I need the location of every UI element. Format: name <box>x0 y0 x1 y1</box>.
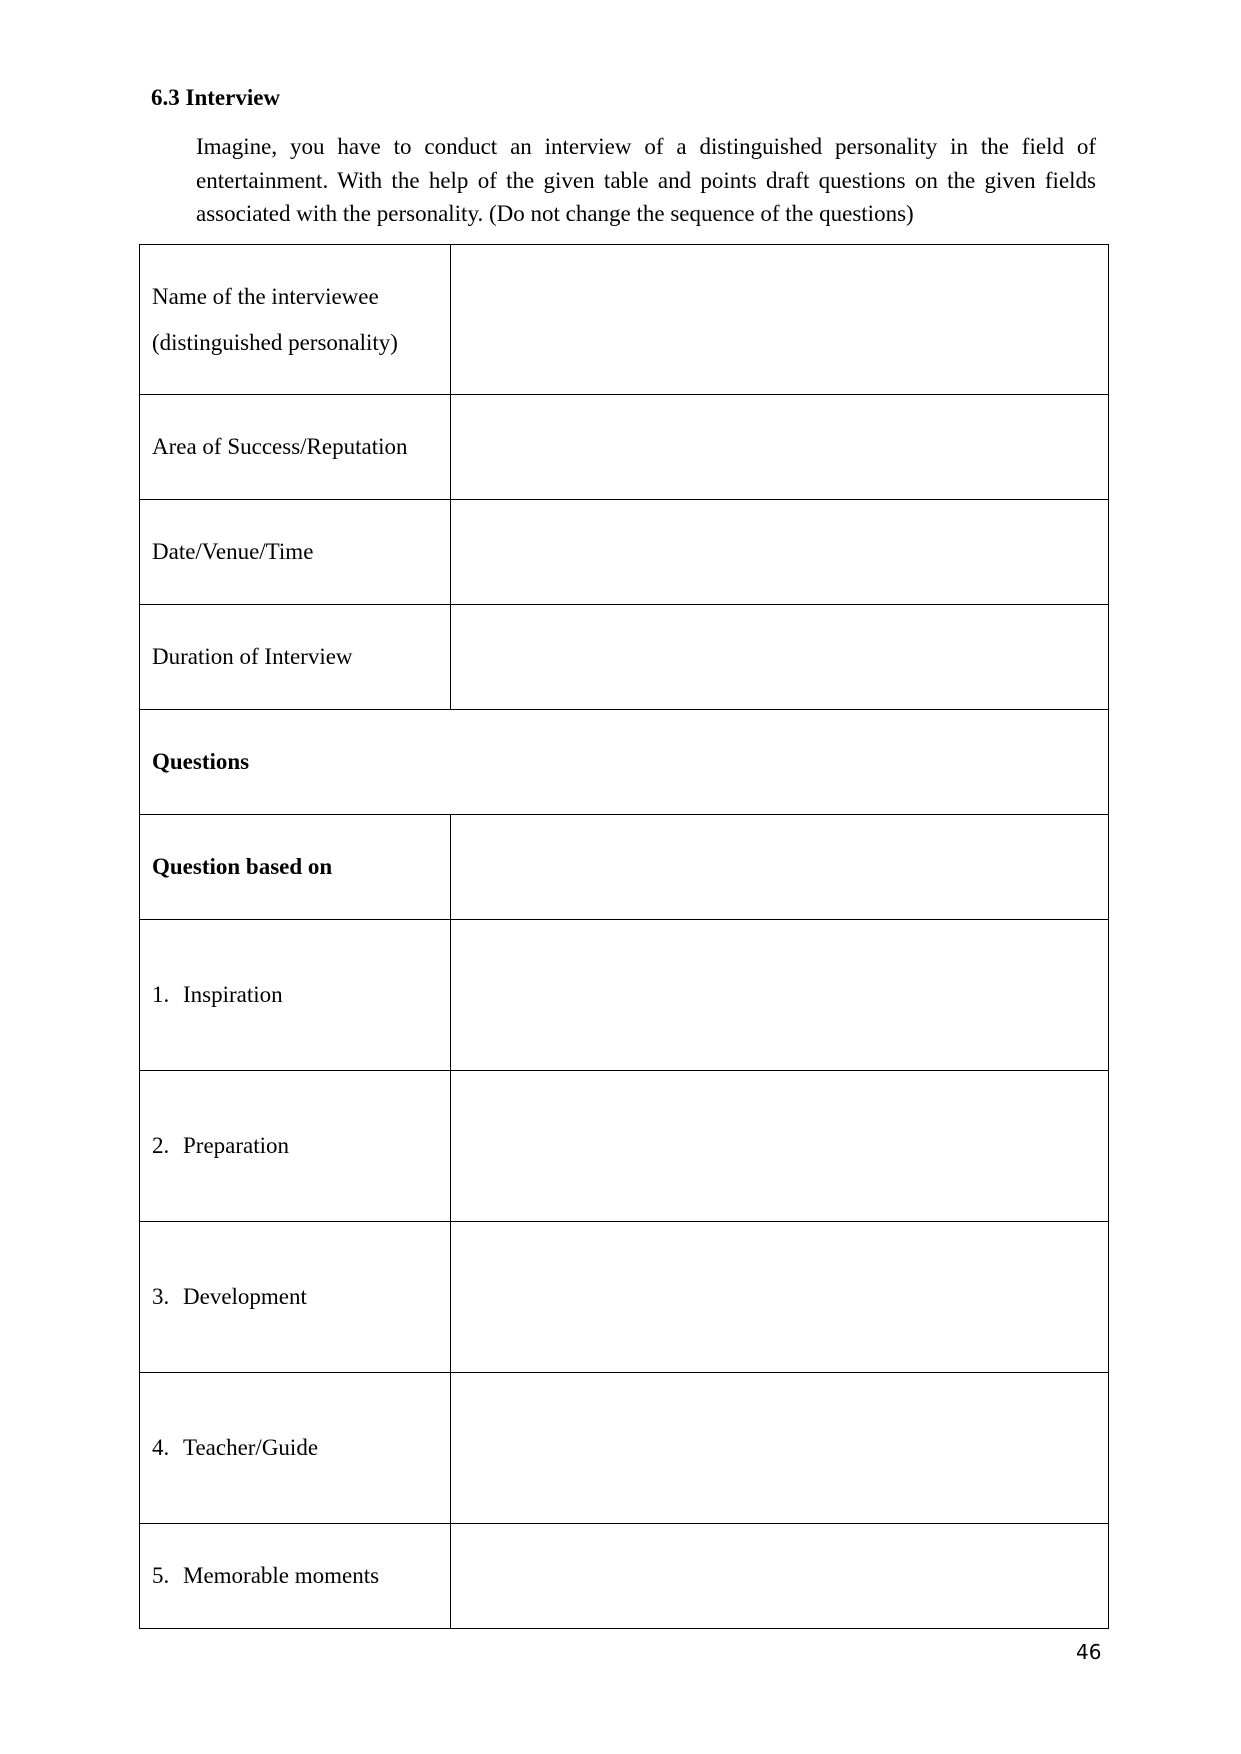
question-based-on-answer-cell[interactable] <box>451 815 1109 920</box>
table-row <box>140 395 1109 500</box>
questions-heading: Questions <box>140 710 1109 815</box>
question-label: Development <box>183 1284 307 1309</box>
question-item-teacher-guide <box>140 1373 451 1524</box>
question-item-memorable-moments <box>140 1524 451 1629</box>
question-number: 5. <box>152 1563 170 1588</box>
development-answer-cell[interactable] <box>451 1222 1109 1373</box>
question-item-development <box>140 1222 451 1373</box>
date-venue-time-answer-cell[interactable] <box>451 500 1109 605</box>
table-row <box>140 1373 1109 1524</box>
table-row <box>140 920 1109 1071</box>
table-row <box>140 815 1109 920</box>
inspiration-answer-cell[interactable] <box>451 920 1109 1071</box>
area-answer-cell[interactable] <box>451 395 1109 500</box>
page-number: 46 <box>1076 1640 1102 1664</box>
question-based-on-label: Question based on <box>140 815 451 920</box>
preparation-answer-cell[interactable] <box>451 1071 1109 1222</box>
name-answer-cell[interactable] <box>451 245 1109 395</box>
question-label: Teacher/Guide <box>183 1435 319 1460</box>
table-row <box>140 1524 1109 1629</box>
question-item-preparation <box>140 1071 451 1222</box>
question-label: Memorable moments <box>183 1563 380 1588</box>
question-item-inspiration <box>140 920 451 1071</box>
table-row <box>140 605 1109 710</box>
instructions-paragraph <box>196 130 1096 231</box>
name-label-line2: (distinguished personality) <box>152 329 398 355</box>
teacher-guide-answer-cell[interactable] <box>451 1373 1109 1524</box>
question-number: 4. <box>152 1435 170 1460</box>
duration-answer-cell[interactable] <box>451 605 1109 710</box>
interview-form-table <box>139 244 1109 1629</box>
name-label-line1: Name of the interviewee <box>152 283 379 309</box>
section-title: 6.3 Interview <box>151 85 281 110</box>
question-number: 3. <box>152 1284 170 1309</box>
table-row <box>140 1071 1109 1222</box>
table-row <box>140 500 1109 605</box>
instructions-text: Imagine, you have to conduct an interview of a distinguished personality in the field of entertainment. With the help of the given table and points draft questions on the given fields associated with the personality. (Do not change the sequence of the questions) <box>196 134 1096 226</box>
table-row <box>140 1222 1109 1373</box>
duration-label: Duration of Interview <box>140 605 451 710</box>
question-number: 2. <box>152 1133 170 1158</box>
question-label: Inspiration <box>183 982 283 1007</box>
date-venue-time-label: Date/Venue/Time <box>140 500 451 605</box>
table-row <box>140 245 1109 395</box>
area-label: Area of Success/Reputation <box>140 395 451 500</box>
question-label: Preparation <box>183 1133 290 1158</box>
table-row <box>140 710 1109 815</box>
name-label-cell <box>140 245 451 395</box>
memorable-moments-answer-cell[interactable] <box>451 1524 1109 1629</box>
question-number: 1. <box>152 982 170 1007</box>
